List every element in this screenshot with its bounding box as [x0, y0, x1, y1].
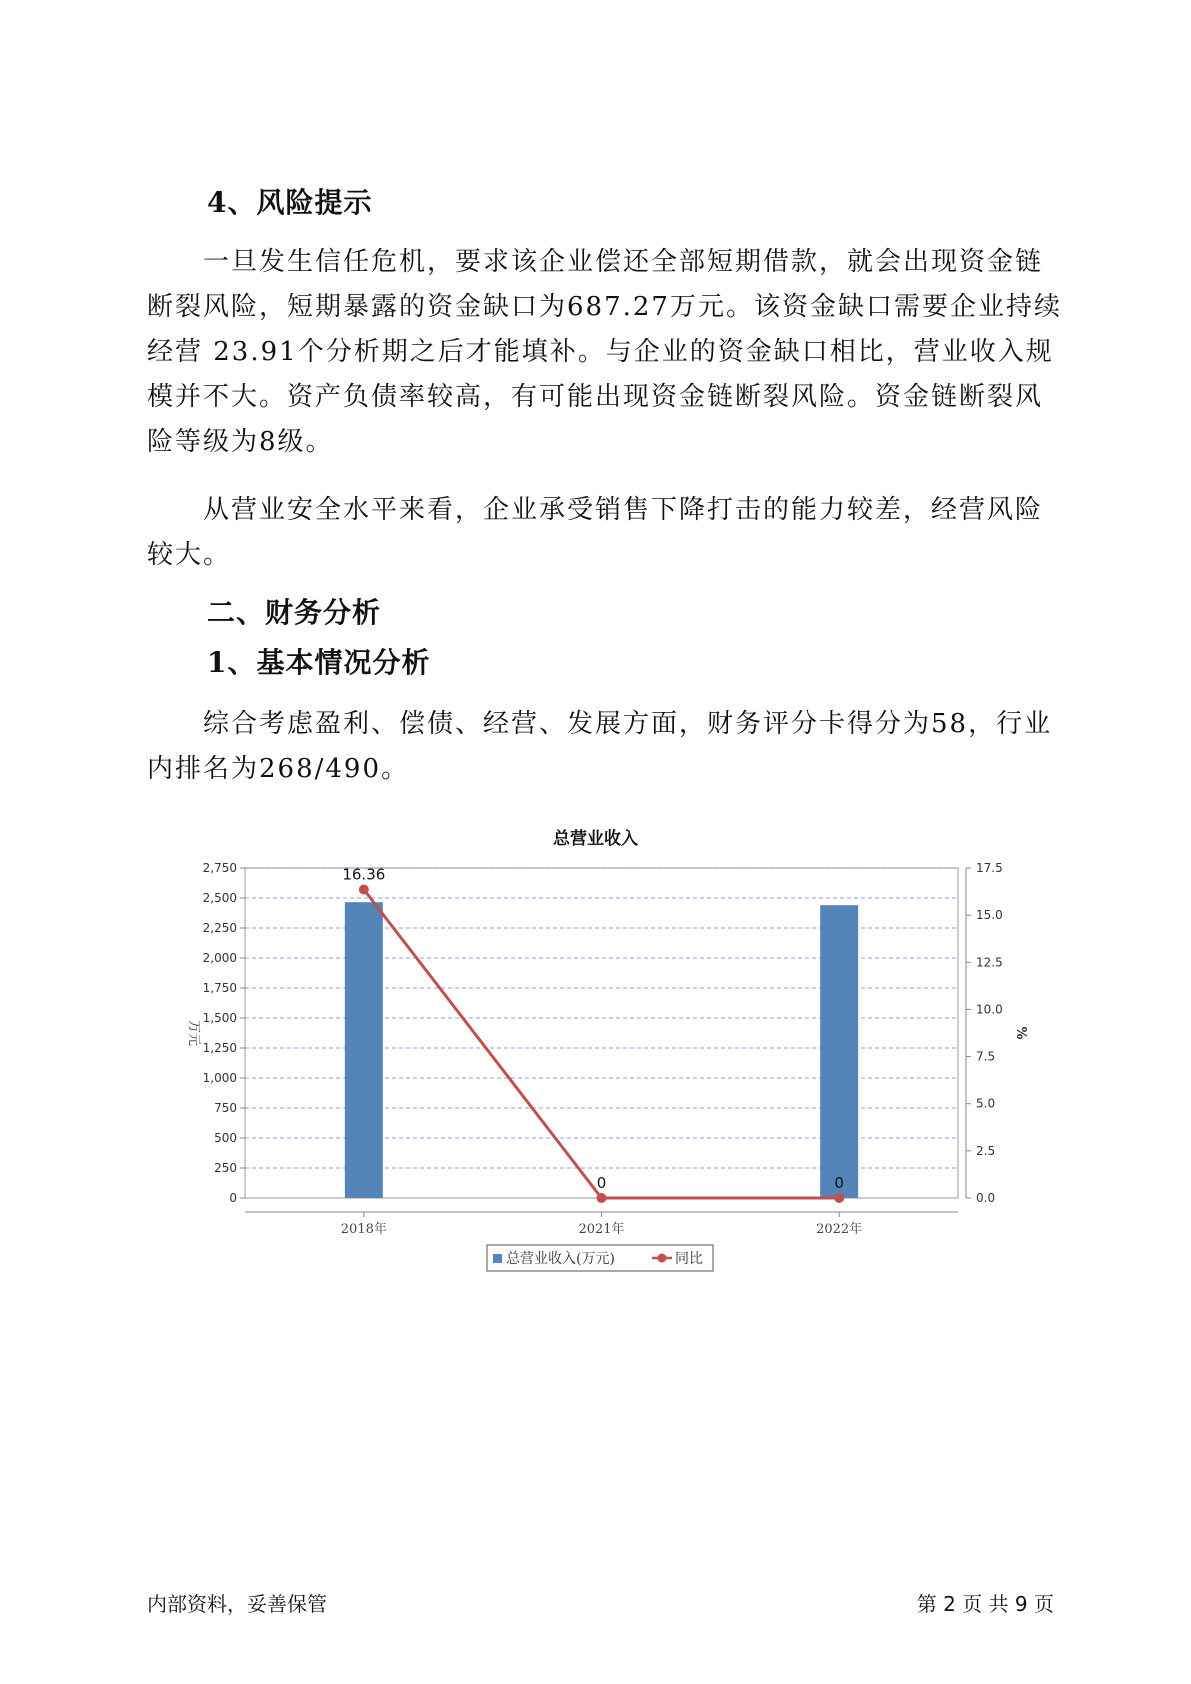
y-tick-label-right: 7.5: [976, 1049, 996, 1064]
yoy-point: [597, 1193, 607, 1203]
y-tick-label-left: 1,250: [202, 1041, 237, 1055]
data-label: 16.36: [342, 865, 386, 884]
y-tick-label-left: 2,000: [202, 951, 237, 965]
bar-2018年: [345, 902, 383, 1198]
y-tick-label-left: 1,000: [202, 1071, 237, 1085]
y-tick-label-right: 17.5: [976, 861, 1003, 875]
yoy-point: [359, 884, 369, 894]
y-tick-label-right: 12.5: [976, 955, 1003, 970]
y-tick-label-left: 1,750: [202, 981, 237, 995]
paragraph-line: 内排名为268/490。: [147, 754, 410, 784]
data-label: 0: [596, 1174, 607, 1192]
y-axis-label-left: 万元: [186, 1019, 201, 1047]
y-tick-label-left: 1,500: [202, 1011, 237, 1025]
x-tick-label: 2018年: [340, 1222, 387, 1237]
y-tick-label-left: 500: [214, 1131, 237, 1145]
y-tick-label-right: 15.0: [976, 908, 1003, 923]
heading-basic: 1、基本情况分析: [207, 646, 431, 679]
x-tick-label: 2022年: [816, 1222, 863, 1237]
y-tick-label-left: 2,750: [202, 861, 237, 875]
y-tick-label-left: 750: [214, 1101, 237, 1115]
y-tick-label-right: 2.5: [976, 1143, 996, 1158]
heading-risk: 4、风险提示: [207, 186, 373, 219]
paragraph-line: 从营业安全水平来看，企业承受销售下降打击的能力较差，经营风险: [203, 495, 1044, 525]
legend-bar-swatch: [493, 1254, 502, 1263]
y-tick-label-left: 2,250: [202, 921, 237, 935]
y-tick-label-left: 0: [229, 1191, 237, 1205]
paragraph-line: 较大。: [147, 540, 232, 570]
data-label: 0: [834, 1174, 844, 1192]
y-tick-label-left: 250: [214, 1161, 237, 1175]
chart-title: 总营业收入: [553, 829, 638, 849]
heading-finance: 二、财务分析: [207, 596, 382, 629]
paragraph-line: 综合考虑盈利、偿债、经营、发展方面，财务评分卡得分为58，行业: [203, 709, 1053, 739]
yoy-point: [834, 1193, 844, 1203]
y-tick-label-left: 2,500: [202, 891, 237, 905]
legend-line-marker: [658, 1254, 667, 1263]
paragraph-line: 险等级为8级。: [147, 427, 334, 457]
y-tick-label-right: 0.0: [976, 1191, 996, 1205]
x-tick-label: 2021年: [578, 1222, 625, 1237]
paragraph-line: 经营 23.91个分析期之后才能填补。与企业的资金缺口相比，营业收入规: [147, 337, 1054, 367]
y-tick-label-right: 5.0: [976, 1096, 996, 1111]
footer-page-number: 第 2 页 共 9 页: [916, 1592, 1054, 1616]
y-tick-label-right: 10.0: [976, 1002, 1003, 1017]
y-axis-label-right: %: [1013, 1026, 1028, 1040]
paragraph-line: 模并不大。资产负债率较高，有可能出现资金链断裂风险。资金链断裂风: [147, 382, 1044, 412]
footer-confidential: 内部资料，妥善保管: [147, 1592, 327, 1616]
paragraph-line: 断裂风险，短期暴露的资金缺口为687.27万元。该资金缺口需要企业持续: [147, 292, 1062, 322]
paragraph-line: 一旦发生信任危机，要求该企业偿还全部短期借款，就会出现资金链: [203, 247, 1044, 277]
legend-bar-label: 总营业收入(万元): [506, 1251, 615, 1267]
bar-2022年: [820, 905, 858, 1198]
legend-line-label: 同比: [675, 1251, 703, 1267]
